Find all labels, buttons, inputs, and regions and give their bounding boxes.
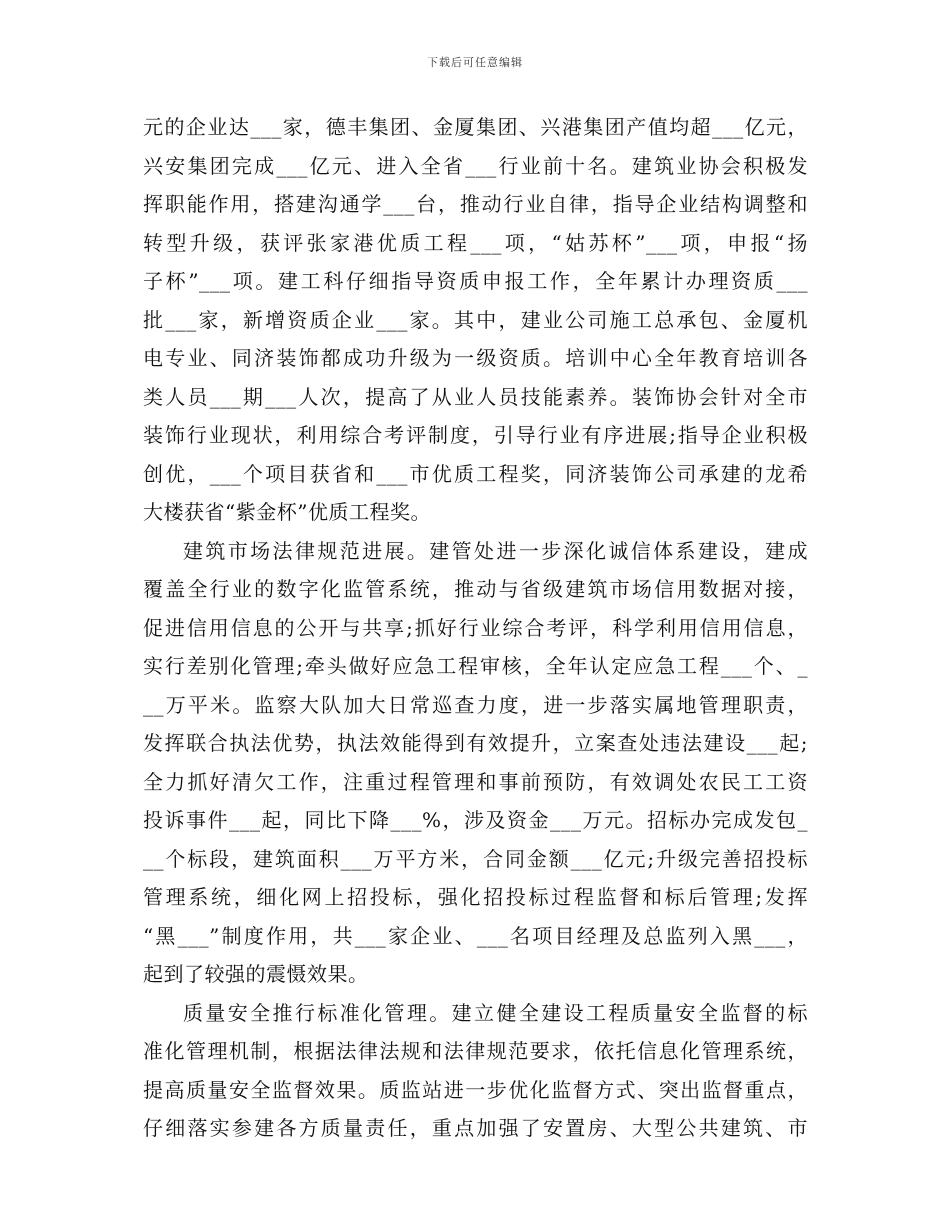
text-line: __万平米。监察大队加大日常巡查力度，进一步落实属地管理职责， (143, 692, 808, 717)
text-line: 大楼获省“紫金杯”优质工程奖。 (143, 500, 431, 524)
text-line: 提高质量安全监督效果。质监站进一步优化监督方式、突出监督重点， (143, 1077, 808, 1102)
paragraph-3 (143, 994, 808, 1148)
text-line: 子杯”___项。建工科仔细指导资质申报工作，全年累计办理资质___ (143, 269, 808, 293)
document-body (143, 108, 808, 1148)
text-line: __个标段，建筑面积___万平方米，合同金额___亿元;升级完善招投标 (143, 846, 808, 871)
text-line: 建筑市场法律规范进展。建管处进一步深化诚信体系建设，建成 (183, 538, 808, 563)
text-line: 促进信用信息的公开与共享;抓好行业综合考评，科学利用信用信息， (143, 615, 808, 640)
page-header: 下载后可任意编辑 (427, 56, 523, 69)
text-line: 管理系统，细化网上招投标，强化招投标过程监督和标后管理;发挥 (143, 885, 808, 909)
text-line: 起到了较强的震慑效果。 (143, 962, 369, 986)
paragraph-1 (143, 108, 808, 532)
text-line: 全力抓好清欠工作，注重过程管理和事前预防，有效调处农民工工资 (143, 769, 808, 794)
text-line: 覆盖全行业的数字化监管系统，推动与省级建筑市场信用数据对接， (143, 577, 808, 601)
text-line: 创优，___个项目获省和___市优质工程奖，同济装饰公司承建的龙希 (143, 461, 808, 486)
paragraph-2 (143, 532, 808, 994)
text-line: 挥职能作用，搭建沟通学___台，推动行业自律，指导企业结构调整和 (143, 192, 808, 216)
text-line: 类人员___期___人次，提高了从业人员技能素养。装饰协会针对全市 (143, 384, 808, 409)
text-line: 元的企业达___家，德丰集团、金厦集团、兴港集团产值均超___亿元， (143, 115, 808, 139)
text-line: 电专业、同济装饰都成功升级为一级资质。培训中心全年教育培训各 (143, 346, 808, 370)
text-line: 投诉事件___起，同比下降___%，涉及资金___万元。招标办完成发包_ (143, 808, 808, 832)
text-line: 实行差别化管理;牵头做好应急工程审核，全年认定应急工程___个、_ (143, 654, 808, 678)
text-line: 装饰行业现状，利用综合考评制度，引导行业有序进展;指导企业积极 (143, 423, 808, 447)
text-line: 发挥联合执法优势，执法效能得到有效提升，立案查处违法建设___起; (143, 731, 808, 755)
text-line: 转型升级，获评张家港优质工程___项，“姑苏杯”___项，申报“扬 (143, 230, 808, 255)
text-line: “黑___”制度作用，共___家企业、___名项目经理及总监列入黑___， (143, 923, 808, 948)
text-line: 准化管理机制，根据法律法规和法律规范要求，依托信息化管理系统， (143, 1039, 808, 1063)
text-line: 质量安全推行标准化管理。建立健全建设工程质量安全监督的标 (183, 1000, 808, 1025)
text-line: 兴安集团完成___亿元、进入全省___行业前十名。建筑业协会积极发 (143, 153, 808, 178)
text-line: 仔细落实参建各方质量责任，重点加强了安置房、大型公共建筑、市 (143, 1116, 808, 1140)
text-line: 批___家，新增资质企业___家。其中，建业公司施工总承包、金厦机 (143, 307, 808, 332)
